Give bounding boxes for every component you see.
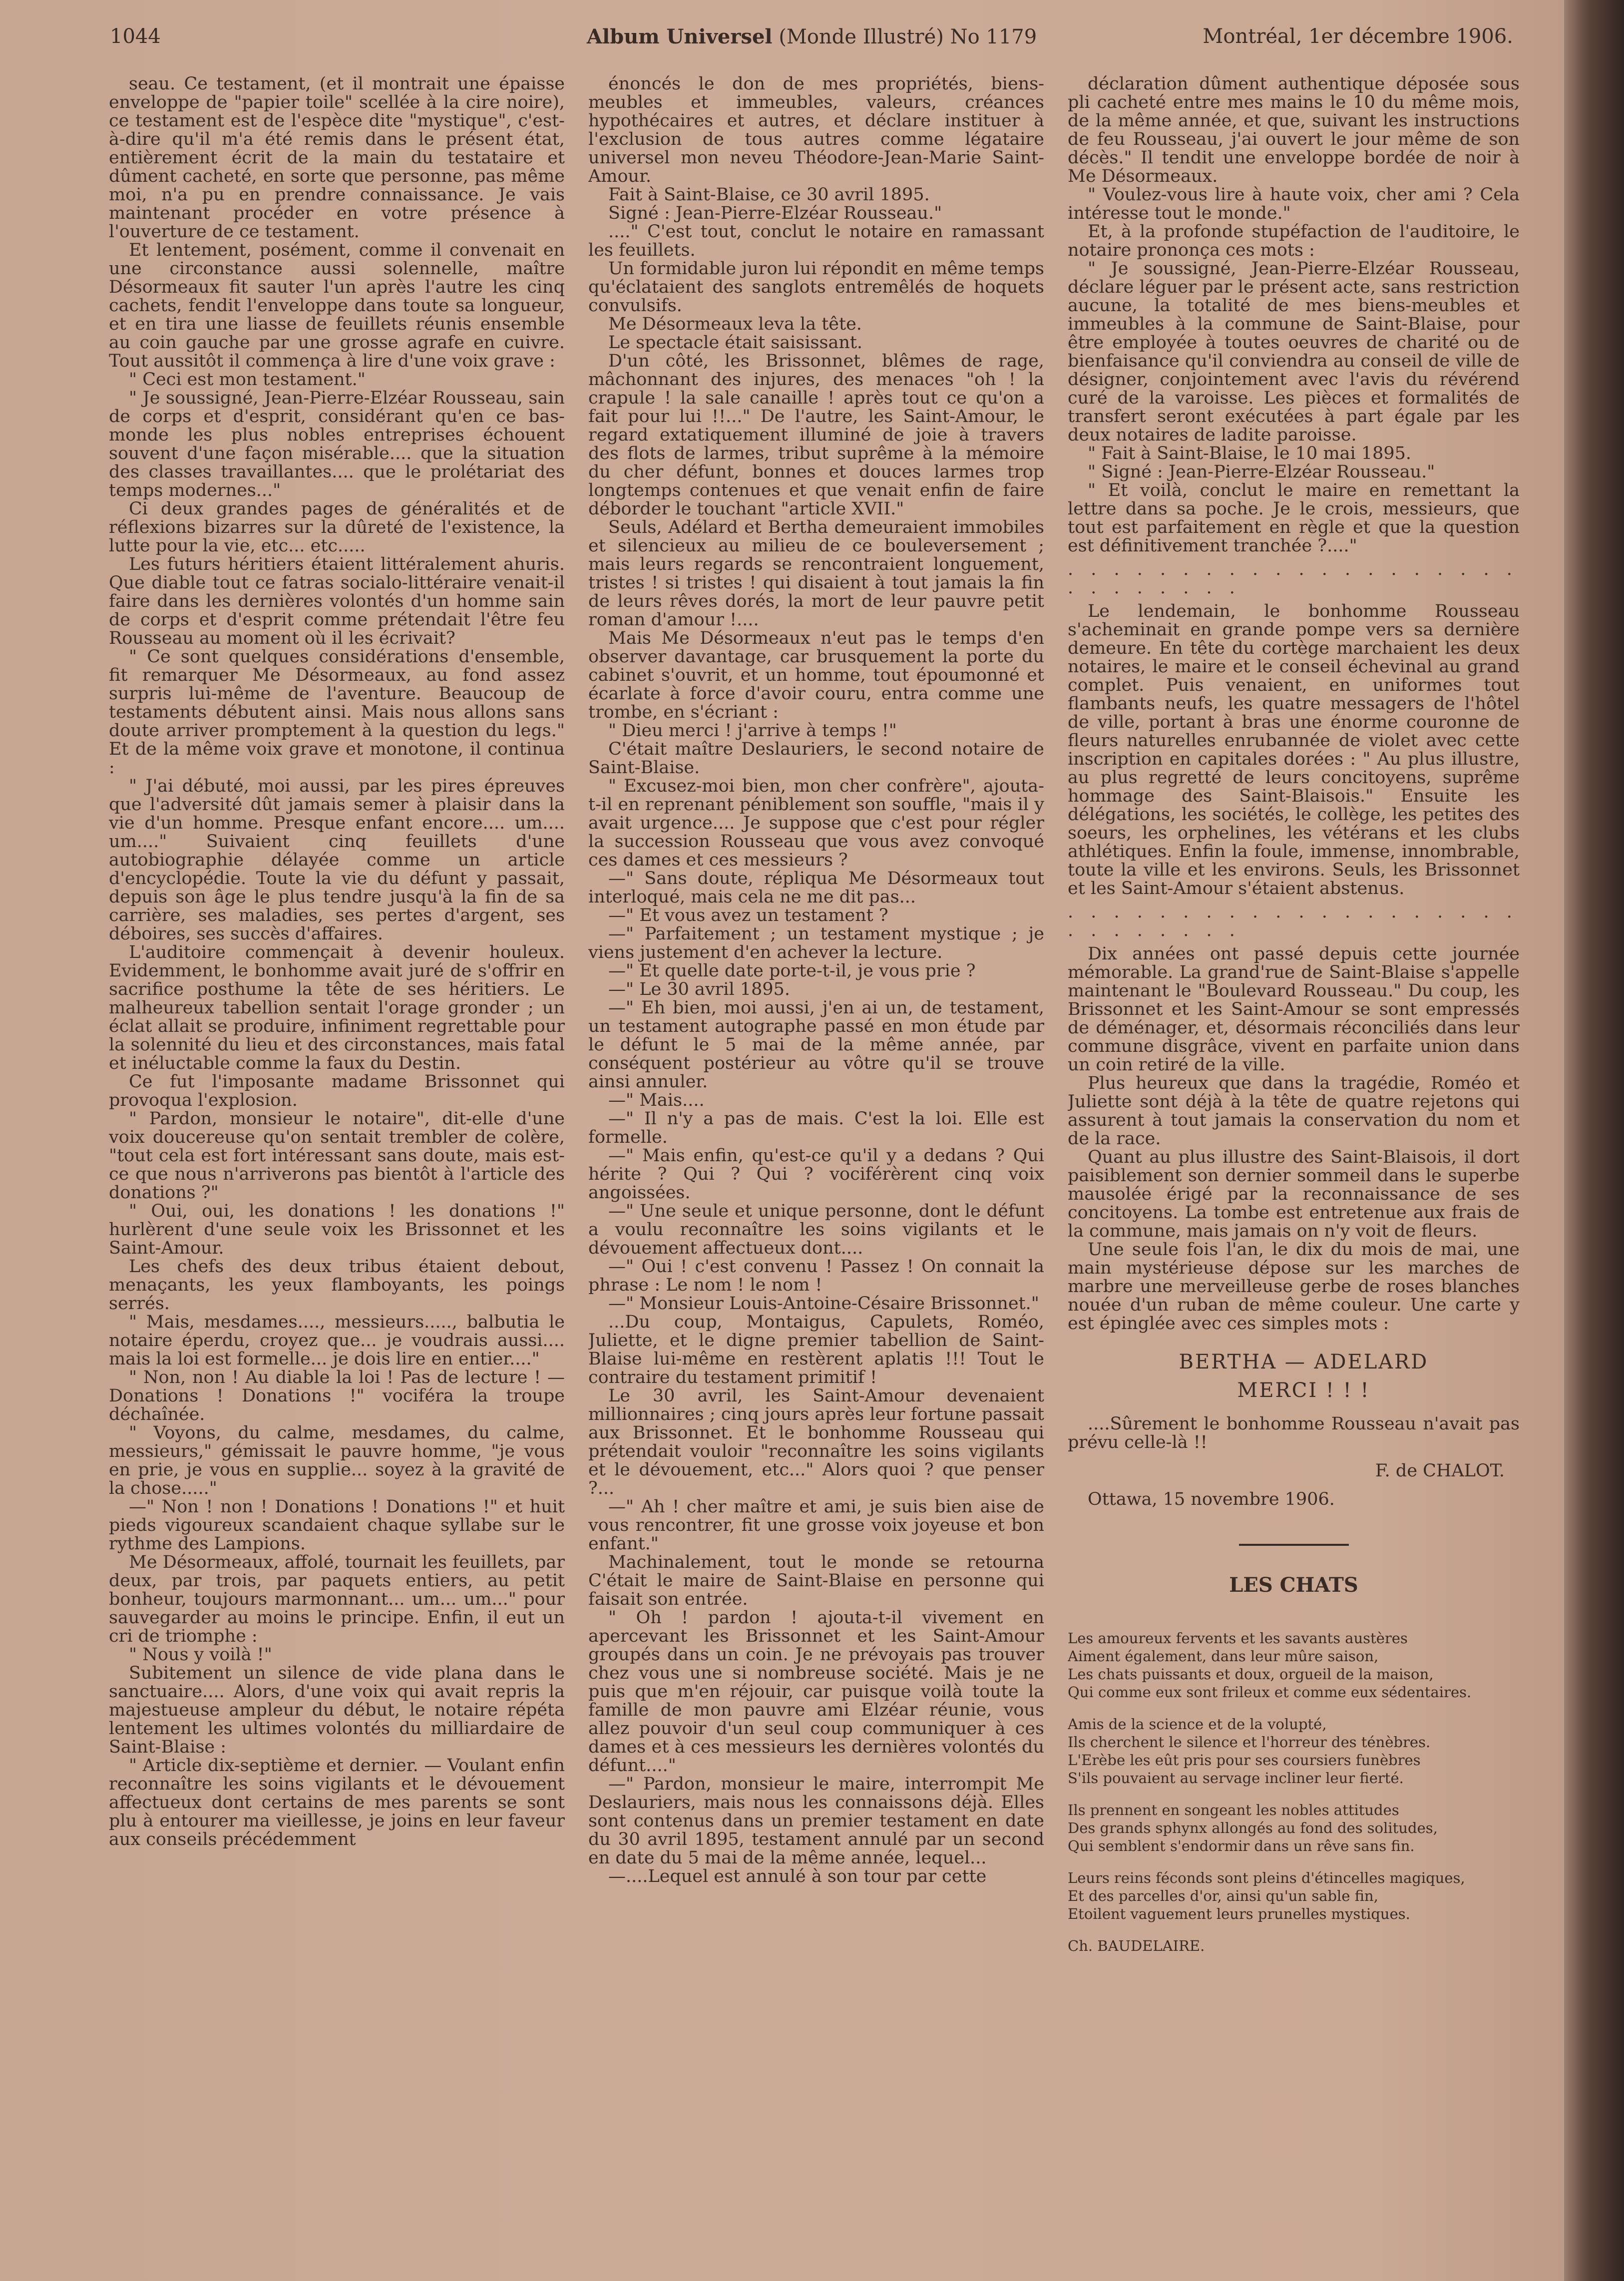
publication-title (587, 25, 1037, 48)
paragraph: Fait à Saint-Blaise, ce 30 avril 1895. (608, 185, 930, 205)
paragraph: " Je soussigné, Jean-Pierre-Elzéar Rousseau, sain de corps et d'esprit, considérant qu'en ce bas-monde les plus nobles entreprises échouent souvent d'une façon misérable.... que la situation des classes travaillantes.... que le prolétariat des temps modernes..." (109, 388, 565, 500)
poem-line: Qui semblent s'endormir dans un rêve sans fin. (1068, 1837, 1415, 1854)
paragraph: —....Lequel est annulé à son tour par cette (608, 1866, 987, 1886)
paragraph: L'auditoire commençait à devenir houleux. Evidemment, le bonhomme avait juré de s'offrir en sacrifice posthume la tête de ses héritiers. Le malheureux tabellion sentait l'orage gronder ; un éclat allait se produire, infiniment regrettable pour la solennité du lieu et des circonstances, mais fatal et inéluctable comme la faux du Destin. (109, 942, 565, 1073)
paragraph: Ci deux grandes pages de généralités et de réflexions bizarres sur la dûreté de l'existence, la lutte pour la vie, etc... etc..... (109, 499, 565, 556)
paragraph: Seuls, Adélard et Bertha demeuraient immobiles et silencieux au milieu de ce bouleversement ; mais leurs regards se rencontraient longuement, tristes ! si tristes ! qui disaient à tout jamais la fin de leurs rêves dorés, la mort de leur pauvre petit roman d'amour !.... (588, 517, 1044, 630)
separator-dots-2: . . . . . . . . . . . . . . . . . . . . . . . . . . . . (1068, 902, 1518, 940)
page-number: 1044 (110, 25, 161, 48)
publication-name: Album Universel (587, 25, 773, 48)
paragraph: " Signé : Jean-Pierre-Elzéar Rousseau." (1088, 462, 1435, 482)
paragraph: —" Oui ! c'est convenu ! Passez ! On connait la phrase : Le nom ! le nom ! (588, 1257, 1044, 1295)
paragraph: ...Du coup, Montaigus, Capulets, Roméo, Juliette, et le digne premier tabellion de Saint-Blaise lui-même en restèrent aplatis !!! Tout le contraire du testament primitif ! (588, 1312, 1044, 1387)
separator-dots-1: . . . . . . . . . . . . . . . . . . . . . . . . . . . . (1068, 559, 1518, 598)
paragraph: énoncés le don de mes propriétés, biens-meubles et immeubles, valeurs, créances hypothécaires et autres, et déclare instituer à l'exclusion de tous autres comme légataire universel mon neveu Théodore-Jean-Marie Saint-Amour. (588, 75, 1044, 186)
column-3-story-part-1 (1068, 75, 1520, 555)
poem-line: Etoilent vaguement leurs prunelles mystiques. (1068, 1905, 1410, 1922)
paragraph: " Fait à Saint-Blaise, le 10 mai 1895. (1088, 444, 1412, 463)
paragraph: " Nous y voilà !" (129, 1645, 272, 1665)
paragraph: Dix années ont passé depuis cette journée mémorable. La grand'rue de Saint-Blaise s'appelle maintenant le "Boulevard Rousseau." Du coup, les Brissonnet et les Saint-Amour se sont empressés de déménager, et, désormais réconciliés dans leur commune disgrâce, vivent en parfaite union dans un coin retiré de la ville. (1068, 944, 1520, 1075)
paragraph: —" Parfaitement ; un testament mystique ; je viens justement d'en achever la lecture. (588, 924, 1044, 962)
memorial-card (1068, 1353, 1520, 1509)
paragraph: " Et voilà, conclut le maire en remettant la lettre dans sa poche. Je le crois, messieurs, que tout est parfaitement en règle et que la question est définitivement tranchée ?...." (1068, 480, 1520, 556)
paragraph: D'un côté, les Brissonnet, blêmes de rage, mâchonnant des injures, des menaces "oh ! la crapule ! la sale canaille ! après tout ce qu'on a fait pour lui !!..." De l'autre, les Saint-Amour, le regard extatiquement illuminé de joie à travers des flots de larmes, tribut suprême à la mémoire du cher défunt, bonnes et douces larmes trop longtemps contenues et que venait enfin de faire déborder le touchant "article XVII." (588, 351, 1044, 519)
paragraph: —" Et vous avez un testament ? (608, 906, 888, 925)
paragraph: Les chefs des deux tribus étaient debout, menaçants, les yeux flamboyants, les poings serrés. (109, 1257, 565, 1314)
paragraph: " Ce sont quelques considérations d'ensemble, fit remarquer Me Désormeaux, au fond assez surpris lui-même de l'aventure. Beaucoup de testaments débutent ainsi. Mais nous allons sans doute arriver promptement à la question du legs." Et de la même voix grave et monotone, il continua : (109, 647, 565, 778)
poem-body (1068, 1629, 1520, 1923)
paragraph: " Oh ! pardon ! ajouta-t-il vivement en apercevant les Brissonnet et les Saint-Amour groupés dans un coin. Je ne prévoyais pas trouver chez vous une si nombreuse société. Mais je ne puis que m'en réjouir, car puisque voilà toute la famille de mon pauvre ami Elzéar réunie, vous allez pouvoir d'un seul coup communiquer à ces dames et à ces messieurs les dernières volontés du défunt...." (588, 1608, 1044, 1776)
paragraph: —" Une seule et unique personne, dont le défunt a voulu reconnaître les soins vigilants et le dévouement affectueux dont.... (588, 1201, 1044, 1258)
poem-stanza (1068, 1801, 1520, 1855)
paragraph: " Mais, mesdames...., messieurs....., balbutia le notaire éperdu, croyez que... je voudrais aussi.... mais la loi est formelle... je dois lire en entier...." (109, 1312, 565, 1369)
paragraph: Quant au plus illustre des Saint-Blaisois, il dort paisiblement son dernier sommeil dans le superbe mausolée érigé par la reconnaissance de ses concitoyens. La tombe est entretenue aux frais de la commune, mais jamais on n'y voit de fleurs. (1068, 1147, 1520, 1241)
poem-line: Aiment également, dans leur mûre saison, (1068, 1648, 1379, 1665)
paragraph: Mais Me Désormeaux n'eut pas le temps d'en observer davantage, car brusquement la porte du cabinet s'ouvrit, et un homme, tout époumonné et écarlate à force d'avoir couru, entra comme une trombe, en s'écriant : (588, 628, 1044, 722)
poem-line: Des grands sphynx allongés au fond des solitudes, (1068, 1820, 1438, 1836)
paragraph: Machinalement, tout le monde se retourna C'était le maire de Saint-Blaise en personne qui faisait son entrée. (588, 1552, 1044, 1609)
paragraph: —" Pardon, monsieur le maire, interrompit Me Deslauriers, mais nous les connaissons déjà. Elles sont contenus dans un premier testament en date du 30 avril 1895, testament annulé par un second en date du 5 mai de la même année, lequel... (588, 1774, 1044, 1868)
poem-line: Amis de la science et de la volupté, (1068, 1716, 1327, 1733)
column-3 (1068, 75, 1520, 2253)
paragraph: " Je soussigné, Jean-Pierre-Elzéar Rousseau, déclare léguer par le présent acte, sans restriction aucune, la totalité de mes biens-meubles et immeubles à la commune de Saint-Blaise, pour être employée à toutes oeuvres de charité ou de bienfaisance qu'il conviendra au conseil de ville de désigner, conjointement avec l'avis du révérend curé de la varoisse. Les pièces et formalités de transfert seront exécutées à part égale par les deux notaires de ladite paroisse. (1068, 259, 1520, 445)
paragraph: —" Il n'y a pas de mais. C'est la loi. Elle est formelle. (588, 1109, 1044, 1147)
poem-stanza (1068, 1869, 1520, 1923)
poem-line: Les amoureux fervents et les savants austères (1068, 1630, 1408, 1647)
poem-line: Leurs reins féconds sont pleins d'étincelles magiques, (1068, 1869, 1465, 1886)
paragraph: " Voyons, du calme, mesdames, du calme, messieurs," gémissait le pauvre homme, "je vous en prie, je vous en supplie... soyez à la gravité de la chose....." (109, 1423, 565, 1498)
issue-date: Montréal, 1er décembre 1906. (1203, 25, 1513, 48)
paragraph: Subitement un silence de vide plana dans le sanctuaire.... Alors, d'une voix qui avait repris la majestueuse ampleur du début, le notaire répéta lentement les ultimes volontés du milliardaire de Saint-Blaise : (109, 1663, 565, 1757)
paragraph: Ce fut l'imposante madame Brissonnet qui provoqua l'explosion. (109, 1072, 565, 1110)
paragraph: Le 30 avril, les Saint-Amour devenaient millionnaires ; cinq jours après leur fortune passait aux Brissonnet. Et le bonhomme Rousseau qui prétendait vouloir "reconnaître les soins vigilants et le dévouement, etc..." Alors quoi ? que penser ?... (588, 1386, 1044, 1498)
paragraph: —" Et quelle date porte-t-il, je vous prie ? (608, 961, 976, 981)
paragraph: Me Désormeaux leva la tête. (608, 314, 862, 334)
paragraph: Le lendemain, le bonhomme Rousseau s'acheminait en grande pompe vers sa dernière demeure. En tête du cortège marchaient les deux notaires, le maire et le conseil échevinal au grand complet. Puis venaient, en uniformes tout flambants neufs, les quatre messagers de l'hôtel de ville, portant à bras une énorme couronne de fleurs naturelles enrubannée de violet avec cette inscription en capitales dorées : " Au plus illustre, au plus regretté de leurs concitoyens, suprême hommage des Saint-Blaisois." Ensuite les délégations, les sociétés, le collège, les petites des soeurs, les orphelines, les vétérans et les clubs athlétiques. Enfin la foule, immense, innombrable, toute la ville et les environs. Seuls, les Brissonnet et les Saint-Amour s'étaient abstenus. (1068, 601, 1520, 899)
paragraph: —" Mais.... (608, 1090, 705, 1110)
paragraph: Le spectacle était saisissant. (608, 333, 863, 353)
paragraph: " Voulez-vous lire à haute voix, cher ami ? Cela intéresse tout le monde." (1068, 185, 1520, 223)
column-1 (109, 75, 565, 2253)
poem-stanza (1068, 1715, 1520, 1787)
paragraph: " Dieu merci ! j'arrive à temps !" (608, 721, 897, 741)
poem-line: Les chats puissants et doux, orgueil de la maison, (1068, 1666, 1434, 1683)
paragraph: " Non, non ! Au diable la loi ! Pas de lecture ! — Donations ! Donations !" vociféra la troupe déchaînée. (109, 1368, 565, 1424)
paragraph: —" Non ! non ! Donations ! Donations !" et huit pieds vigoureux scandaient chaque syllabe sur le rythme des Lampions. (109, 1497, 565, 1554)
paragraph: " Article dix-septième et dernier. — Voulant enfin reconnaître les soins vigilants et le dévouement affectueux dont certains de mes parents se sont plu à entourer ma vieillesse, je joins en leur faveur aux conseils précédemment (109, 1756, 565, 1849)
paragraph: Et, à la profonde stupéfaction de l'auditoire, le notaire prononça ces mots : (1068, 222, 1520, 260)
story-author: F. de CHALOT. (1375, 1461, 1505, 1481)
column-3-story-part-2 (1068, 602, 1520, 898)
poem-line: S'ils pouvaient au servage incliner leur fierté. (1068, 1770, 1404, 1787)
paragraph: —" Eh bien, moi aussi, j'en ai un, de testament, un testament autographe passé en mon étude par le défunt le 5 mai de la même année, par conséquent postérieur au vôtre qu'il se trouve ainsi annuler. (588, 998, 1044, 1092)
poem-line: Et des parcelles d'or, ainsi qu'un sable fin, (1068, 1887, 1378, 1904)
story-closing: ....Sûrement le bonhomme Rousseau n'avait pas prévu celle-là !! (1068, 1414, 1520, 1452)
paragraph: Une seule fois l'an, le dix du mois de mai, une main mystérieuse dépose sur les marches de marbre une merveilleuse gerbe de roses blanches nouée d'un ruban de même couleur. Une carte y est épinglée avec ces simples mots : (1068, 1240, 1520, 1334)
page-edge-shadow (1564, 0, 1624, 2281)
paragraph: Et lentement, posément, comme il convenait en une circonstance aussi solennelle, maître Désormeaux fit sauter l'un après l'autre les cinq cachets, fendit l'enveloppe dans toute sa longueur, et en tira une liasse de feuillets réunis ensemble au coin gauche par une grosse agrafe en cuivre. Tout aussitôt il commença à lire d'une voix grave : (109, 240, 565, 371)
section-rule (1239, 1544, 1349, 1546)
paragraph: —" Sans doute, répliqua Me Désormeaux tout interloqué, mais cela ne me dit pas... (588, 869, 1044, 907)
poem-line: L'Erèbe les eût pris pour ses coursiers funèbres (1068, 1752, 1421, 1769)
poem-line: Qui comme eux sont frileux et comme eux sédentaires. (1068, 1684, 1472, 1701)
story-place-date: Ottawa, 15 novembre 1906. (1088, 1489, 1335, 1509)
column-2 (588, 75, 1044, 2253)
paragraph: seau. Ce testament, (et il montrait une épaisse enveloppe de "papier toile" scellée à la cire noire), ce testament est de l'espèce dite "mystique", c'est-à-dire qu'il m'a été remis dans le présent état, entièrement écrit de la main du testataire et dûment cacheté, en sorte que personne, pas même moi, n'a pu en prendre connaissance. Je vais maintenant procéder en votre présence à l'ouverture de ce testament. (109, 75, 565, 242)
paragraph: C'était maître Deslauriers, le second notaire de Saint-Blaise. (588, 739, 1044, 778)
paragraph: " Pardon, monsieur le notaire", dit-elle d'une voix doucereuse qu'on sentait trembler de colère, "tout cela est fort intéressant sans doute, mais est-ce que nous n'arriverons pas bientôt à l'article des donations ?" (109, 1109, 565, 1203)
poem-title: LES CHATS (1229, 1573, 1358, 1597)
paragraph: Plus heureux que dans la tragédie, Roméo et Juliette sont déjà à la tête de quatre rejetons qui assurent à tout jamais la conservation du nom et de la race. (1068, 1073, 1520, 1149)
paragraph: " Excusez-moi bien, mon cher confrère", ajouta-t-il en reprenant péniblement son souffle, "mais il y avait urgence.... Je suppose que c'est pour régler la succession Rousseau que vous avez convoqué ces dames et ces messieurs ? (588, 776, 1044, 870)
paragraph: Un formidable juron lui répondit en même temps qu'éclataient des sanglots entremêlés de hoquets convulsifs. (588, 259, 1044, 316)
card-names: BERTHA — ADELARD (1179, 1351, 1429, 1373)
paragraph: —" Le 30 avril 1895. (608, 979, 791, 999)
poem-author: Ch. BAUDELAIRE. (1068, 1937, 1205, 1954)
paragraph: déclaration dûment authentique déposée sous pli cacheté entre mes mains le 10 du même mois, de la même année, et que, suivant les instructions de feu Rousseau, j'ai ouvert le jour même de son décès." Il tendit une enveloppe bordée de noir à Me Désormeaux. (1068, 75, 1520, 186)
card-merci: MERCI ! ! ! (1237, 1379, 1370, 1402)
issue-number: (Monde Illustré) No 1179 (772, 25, 1037, 48)
paragraph: Les futurs héritiers étaient littéralement ahuris. Que diable tout ce fatras socialo-littéraire venait-il faire dans les dernières volontés d'un homme sain de corps et d'esprit comme prétendait l'être feu Rousseau au moment où il les écrivait? (109, 554, 565, 648)
paragraph: —" Monsieur Louis-Antoine-Césaire Brissonnet." (608, 1294, 1039, 1314)
paragraph: " J'ai débuté, moi aussi, par les pires épreuves que l'adversité dût jamais semer à plaisir dans la vie d'un homme. Presque enfant encore.... um.... um...." Suivaient cinq feuillets d'une autobiographie délayée comme un article d'encyclopédie. Toute la vie du défunt y passait, depuis son âge le plus tendre jusqu'à la fin de sa carrière, ses maladies, ses pertes d'argent, ses déboires, ses succès d'affaires. (109, 776, 565, 944)
poem-stanza (1068, 1629, 1520, 1701)
poem-line: Ils cherchent le silence et l'horreur des ténèbres. (1068, 1734, 1431, 1751)
poem-line: Ils prennent en songeant les nobles attitudes (1068, 1802, 1399, 1819)
paragraph: " Ceci est mon testament." (129, 370, 366, 390)
paragraph: ...." C'est tout, conclut le notaire en ramassant les feuillets. (588, 222, 1044, 260)
page-header (100, 20, 1513, 65)
paragraph: Signé : Jean-Pierre-Elzéar Rousseau." (608, 203, 942, 223)
paragraph: Me Désormeaux, affolé, tournait les feuillets, par deux, par trois, par paquets entiers, au petit bonheur, toujours marmonnant... um... um..." pour sauvegarder au moins le principe. Enfin, il eut un cri de triomphe : (109, 1552, 565, 1646)
column-3-story-part-3 (1068, 945, 1520, 1333)
paragraph: " Oui, oui, les donations ! les donations !" hurlèrent d'une seule voix les Brissonnet et les Saint-Amour. (109, 1201, 565, 1258)
paragraph: —" Mais enfin, qu'est-ce qu'il y a dedans ? Qui hérite ? Qui ? Qui ? vociférèrent cinq voix angoissées. (588, 1146, 1044, 1203)
paragraph: —" Ah ! cher maître et ami, je suis bien aise de vous rencontrer, fit une grosse voix joyeuse et bon enfant." (588, 1497, 1044, 1554)
